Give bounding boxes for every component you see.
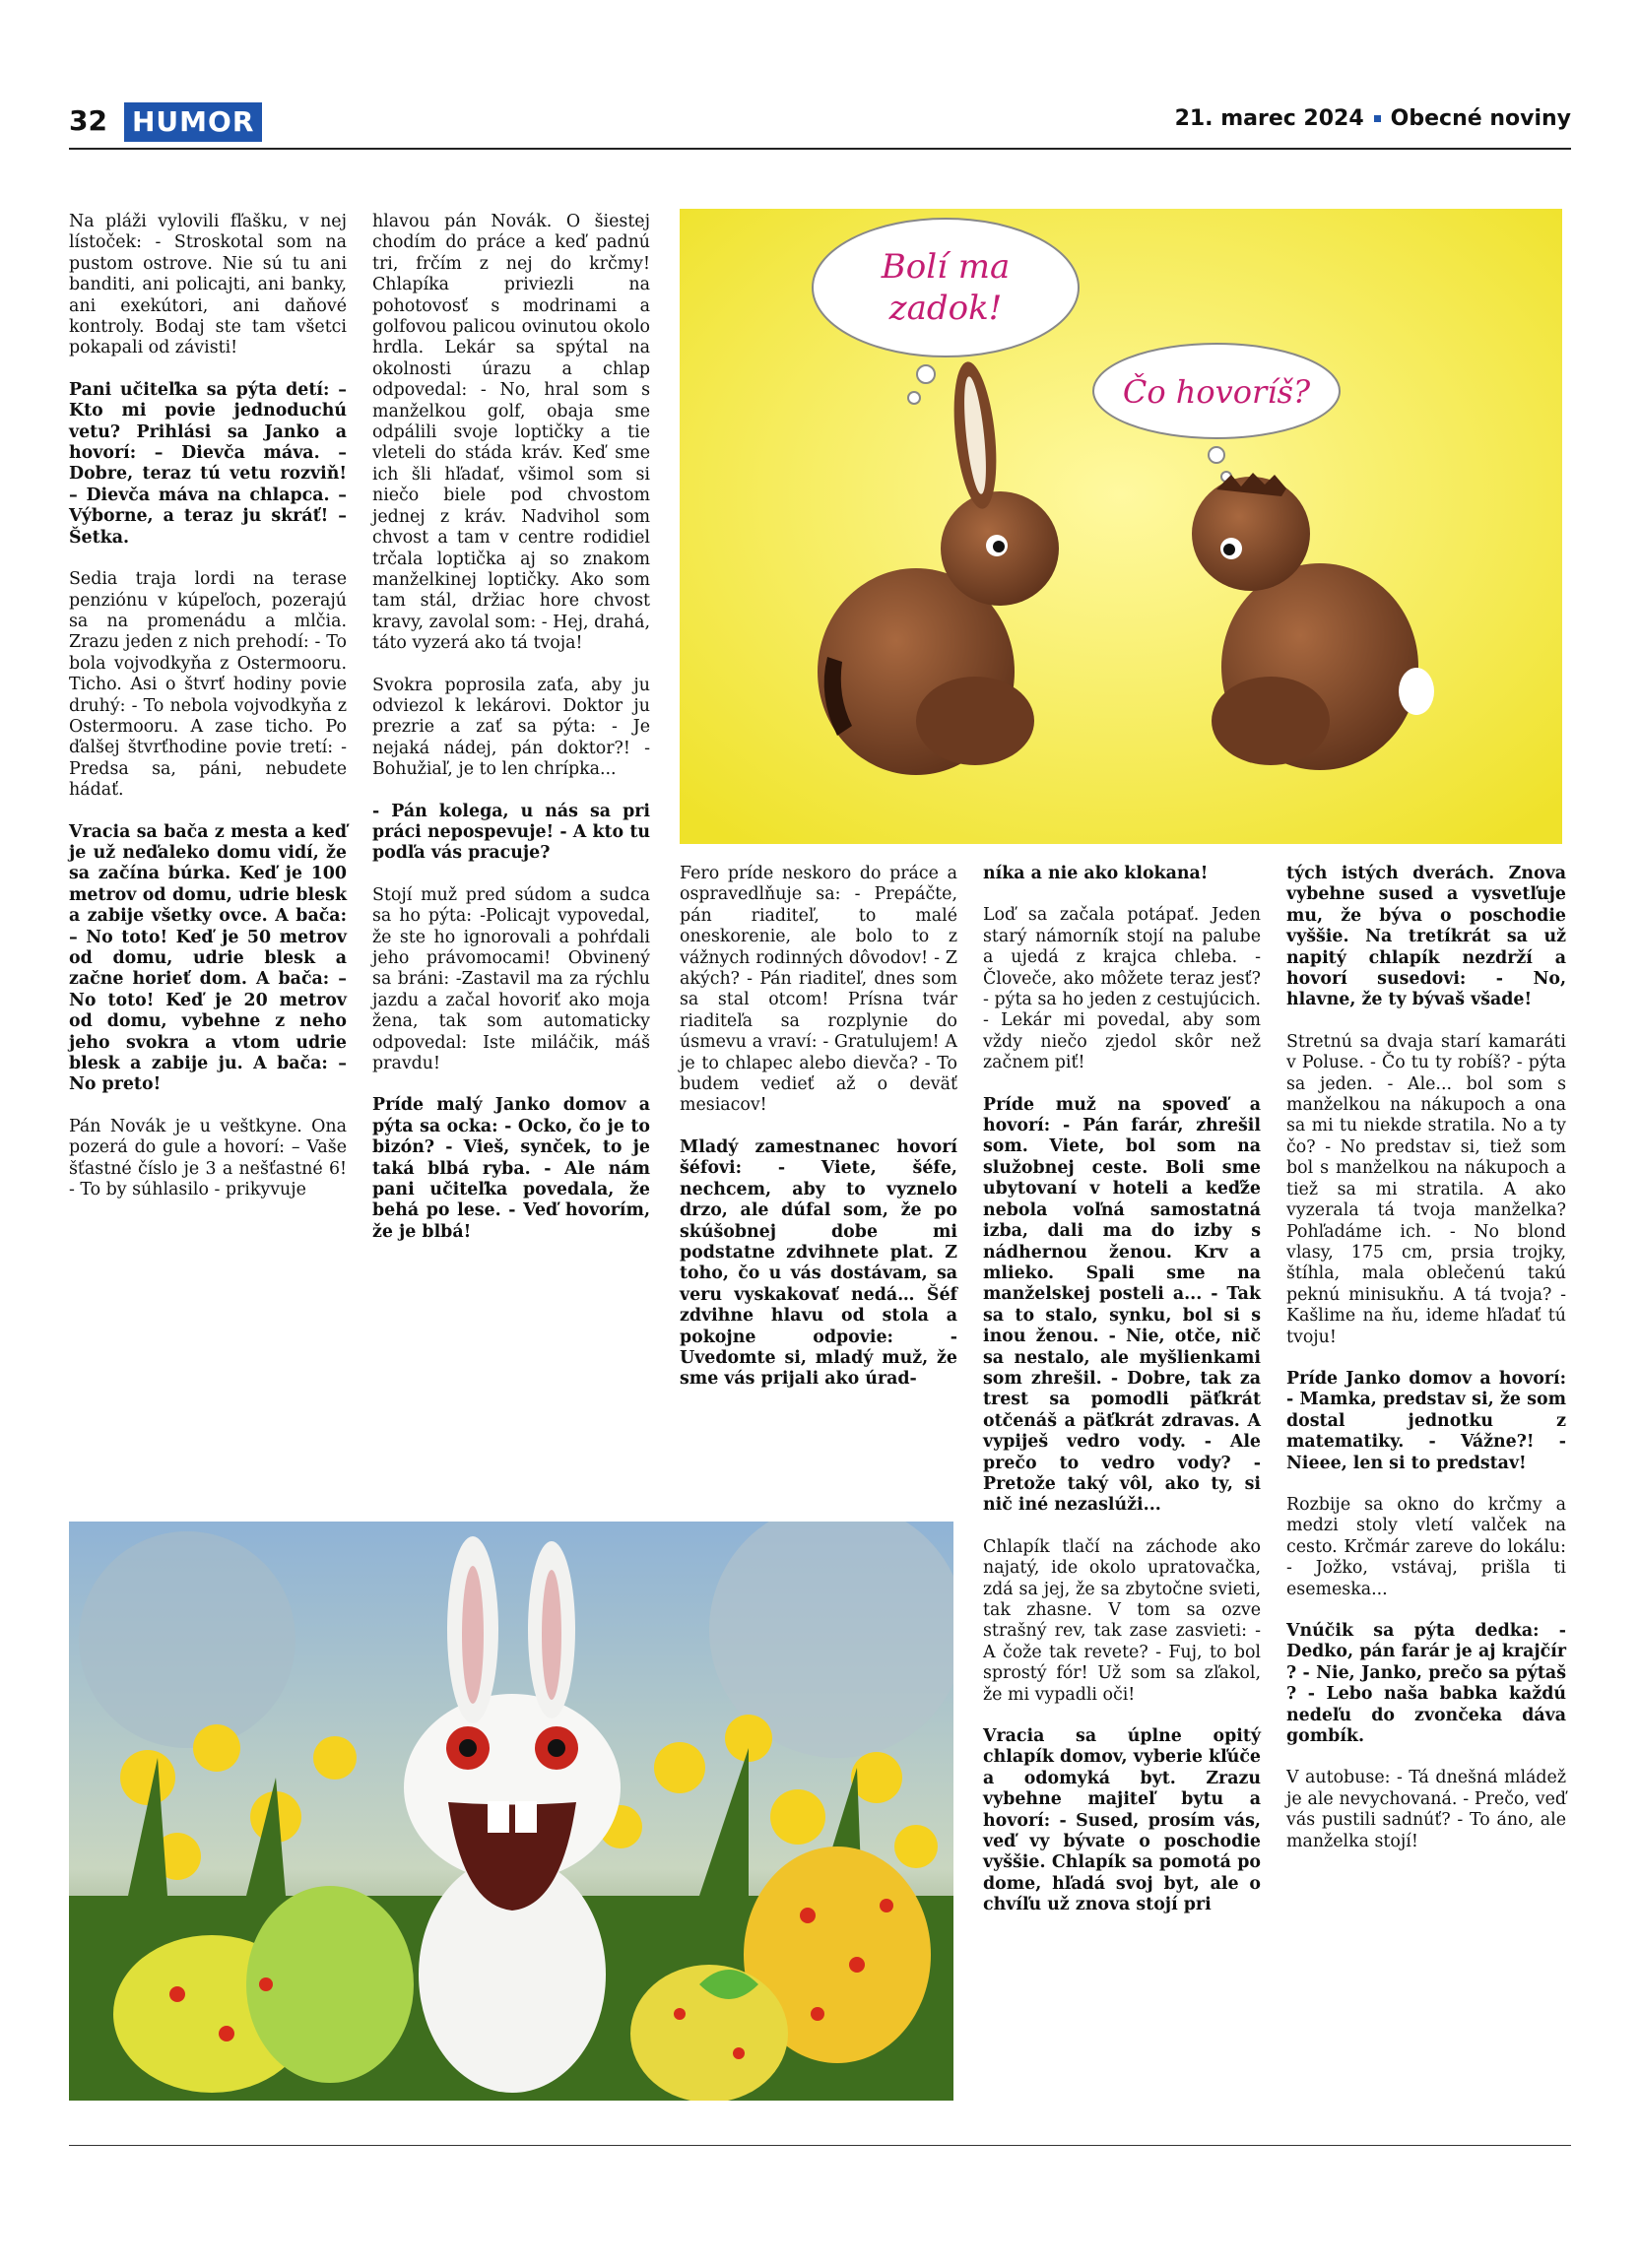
separator-square: [1374, 115, 1381, 122]
section-label: HUMOR: [124, 102, 262, 142]
bubble-text: Čo hovoríš?: [1122, 373, 1311, 411]
joke-text: V autobuse: - Tá dnešná mládež je ale nevychovaná. - Prečo, veď vás pustili sadnúť? - To áno, ale manželka stojí!: [1286, 1768, 1566, 1851]
joke-text: tých istých dverách. Znova vybehne sused a vysvetľuje mu, že býva o poschodie vyššie. Na tretíkrát sa už napitý chlapík nezdrží a hovorí susedovi: - No, hlavne, že ty bývaš všade!: [1286, 864, 1566, 1010]
easter-rabbid-photo: [69, 1522, 953, 2101]
column-3: [680, 864, 957, 1411]
joke-text: Pani učiteľka sa pýta detí: – Kto mi povie jednoduchú vetu? Prihlási sa Janko a hovorí: – Dievča máva. – Dobre, teraz tú vetu rozviň! – Dievča máva na chlapca. – Výborne, a teraz ju skráť! – Šetka.: [69, 379, 347, 548]
header-meta: [1175, 106, 1571, 131]
joke-text: - Pán kolega, u nás sa pri práci nepospevuje! - A kto tu podľa vás pracuje?: [372, 801, 650, 864]
page-number: 32: [69, 104, 107, 137]
joke-text: níka a nie ako klokana!: [983, 864, 1209, 883]
rabbid-illustration: [69, 1522, 953, 2101]
column-4: [983, 864, 1261, 1937]
joke-text: Rozbije sa okno do krčmy a medzi stoly vletí valček na cesto. Krčmár zareve do lokálu: - Jožko, vstávaj, prišla ti esemeska...: [1286, 1494, 1566, 1599]
joke-text: hlavou pán Novák. O šiestej chodím do práce a keď padnú tri, frčím z nej do krčmy! Chlapíka priviezli na pohotovosť s modrinami a golfovou palicou ovinutou okolo hrdla. Lekár sa spýtal na okolnosti úrazu a chlap odpovedal: - No, hral som s manželkou golf, obaja sme odpálili svoje loptičky a tie vleteli do stáda kráv. Keď sme ich šli hľadať, všimol som si niečo biele pod chvostom jednej z kráv. Nadvihol som chvost a tam v centre rodidiel trčala loptička aj so znakom manželkinej loptičky. Ako som tam stál, držiac hore chvost kravy, zavolal som: - Hej, drahá, táto vyzerá ako tá tvoja!: [372, 212, 650, 654]
joke-text: Na pláži vylovili fľašku, v nej lístoček: - Stroskotal som na pustom ostrove. Nie sú tu ani banditi, ani policajti, ani banky, ani exekútori, ani daňové kontroly. Bodaj ste tam všetci pokapali od závisti!: [69, 212, 347, 358]
page-header: [69, 102, 1571, 146]
joke-text: Príde muž na spoveď a hovorí: - Pán farár, zhrešil som. Viete, bol som na služobnej ceste. Boli sme ubytovaní v hoteli a keďže nebola voľná samostatná izba, dali ma do izby s nádhernou ženou. Krv a mlieko. Spali sme na manželskej posteli a... - Tak sa to stalo, synku, bol si s inou ženou. - Nie, otče, nič sa nestalo, ale myšlienkami som zhrešil. - Dobre, tak za trest sa pomodli päťkrát otčenáš a päťkrát zdravas. A vypiješ vedro vody. - Ale prečo to vedro vody? - Pretože taký vôl, ako ty, si nič iné nezaslúži...: [983, 1094, 1261, 1516]
header-rule: [69, 148, 1571, 150]
footer-rule: [69, 2145, 1571, 2146]
joke-text: Chlapík tlačí na záchode ako najatý, ide okolo upratovačka, zdá sa jej, že sa zbytočne svieti, tak zhasne. V tom sa ozve strašný rev, tak zase zasvieti: - A čože tak revete? - Fuj, to bol sprostý fór! Už som sa zľakol, že mi vypadli oči!: [983, 1536, 1261, 1705]
chocolate-bunnies-photo: [680, 209, 1562, 844]
bubble-text: Bolí ma: [881, 247, 1011, 287]
bubble-text: zadok!: [888, 289, 1003, 328]
joke-text: Vracia sa úplne opitý chlapík domov, vyberie kľúče a odomyká byt. Zrazu vybehne majiteľ bytu a hovorí: - Sused, prosím vás, veď vy bývate o poschodie vyššie. Chlapík sa pomotá po dome, hľadá svoj byt, ale o chvíľu už znova stojí pri: [983, 1726, 1261, 1915]
joke-text: Príde malý Janko domov a pýta sa ocka: - Ocko, čo je to bizón? - Vieš, synček, to je taká blbá ryba. - Ale nám pani učiteľka povedala, že behá po lese. - Veď hovorím, že je blbá!: [372, 1095, 650, 1242]
column-5: [1286, 864, 1566, 1873]
joke-text: Stretnú sa dvaja starí kamaráti v Poluse. - Čo tu ty robíš? - pýta sa jeden. - Ale... bol som s manželkou na nákupoch a ona sa mi tu niekde stratila. No a ty čo? - No predstav si, tiež som bol s manželkou na nákupoch a tiež sa mi stratila. A ako vyzerala tá tvoja manželka? Pohľadáme ich. - No blond vlasy, 175 cm, prsia trojky, štíhla, mala oblečenú takú peknú minisukňu. A tá tvoja? - Kašlime na ňu, ideme hľadať tú tvoju!: [1286, 1031, 1566, 1347]
joke-text: Stojí muž pred súdom a sudca sa ho pýta: -Policajt vypovedal, že ste ho ignorovali a pohŕdali jeho právomocami! Obvinený sa bráni: -Zastavil ma za rýchlu jazdu a začal hovoriť ako moja žena, tak som automaticky odpovedal: Iste miláčik, máš pravdu!: [372, 884, 650, 1074]
column-1: [69, 212, 347, 1221]
column-2: [372, 212, 650, 1264]
joke-text: Sedia traja lordi na terase penziónu v kúpeľoch, pozerajú sa na promenádu a mlčia. Zrazu jeden z nich prehodí: - To bola vojvodkyňa z Ostermooru. Ticho. Asi o štvrť hodiny povie druhý: - To nebola vojvodkyňa z Ostermooru. A zase ticho. Po ďalšej štvrťhodine povie tretí: - Predsa sa, páni, nebudete hádať.: [69, 569, 347, 801]
joke-text: Vracia sa bača z mesta a keď je už neďaleko domu vidí, že sa začína búrka. Keď je 100 metrov od domu, udrie blesk a zabije všetky ovce. A bača: – No toto! Keď je 50 metrov od domu, udrie blesk a začne horieť dom. A bača: – No toto! Keď je 20 metrov od domu, vybehne z neho jeho svokra a vtom udrie blesk a zabije ju. A bača: – No preto!: [69, 821, 347, 1095]
newspaper-name: Obecné noviny: [1390, 106, 1571, 131]
joke-text: Pán Novák je u veštkyne. Ona pozerá do gule a hovorí: – Vaše šťastné číslo je 3 a nešťastné 6! - To by súhlasilo - prikyvuje: [69, 1116, 347, 1200]
joke-text: Svokra poprosila zaťa, aby ju odviezol k lekárovi. Doktor ju prezrie a zať sa pýta: - Je nejaká nádej, pán doktor?! - Bohužiaľ, je to len chrípka...: [372, 675, 650, 780]
joke-text: Mladý zamestnanec hovorí šéfovi: - Viete, šéfe, nechcem, aby to vyznelo drzo, ale dúfal som, že po skúšobnej dobe mi podstatne zdvihnete plat. Z toho, čo u vás dostávam, sa veru vyskakovať nedá… Šéf zdvihne hlavu od stola a pokojne odpovie: - Uvedomte si, mladý muž, že sme vás prijali ako úrad-: [680, 1136, 957, 1390]
issue-date: 21. marec 2024: [1174, 106, 1364, 131]
joke-text: Príde Janko domov a hovorí: - Mamka, predstav si, že som dostal jednotku z matematiky. - Vážne?! - Nieee, len si to predstav!: [1286, 1368, 1566, 1473]
speech-bubble: [813, 219, 1079, 356]
joke-text: Fero príde neskoro do práce a ospravedlňuje sa: - Prepáčte, pán riaditeľ, to malé oneskorenie, ale bolo to z vážnych rodinných dôvodov! - Z akých? - Pán riaditeľ, dnes som sa stal otcom! Prísna tvár riaditeľa sa rozplynie do úsmevu a vraví: - Gratulujem! A je to chlapec alebo dievča? - To budem vedieť až o deväť mesiacov!: [680, 864, 957, 1116]
bunnies-illustration: [680, 209, 1562, 844]
joke-text: Loď sa začala potápať. Jeden starý námorník stojí na palube a ujedá z krajca chleba. - Človeče, ako môžete teraz jesť? - pýta sa ho jeden z cestujúcich. - Lekár mi povedal, aby som vždy niečo zjedol skôr než začnem piť!: [983, 905, 1261, 1073]
joke-text: Vnúčik sa pýta dedka: - Dedko, pán farár je aj krajčír ? - Nie, Janko, prečo sa pýtaš ? - Lebo naša babka každú nedeľu do zvončeka dáva gombík.: [1286, 1621, 1566, 1747]
